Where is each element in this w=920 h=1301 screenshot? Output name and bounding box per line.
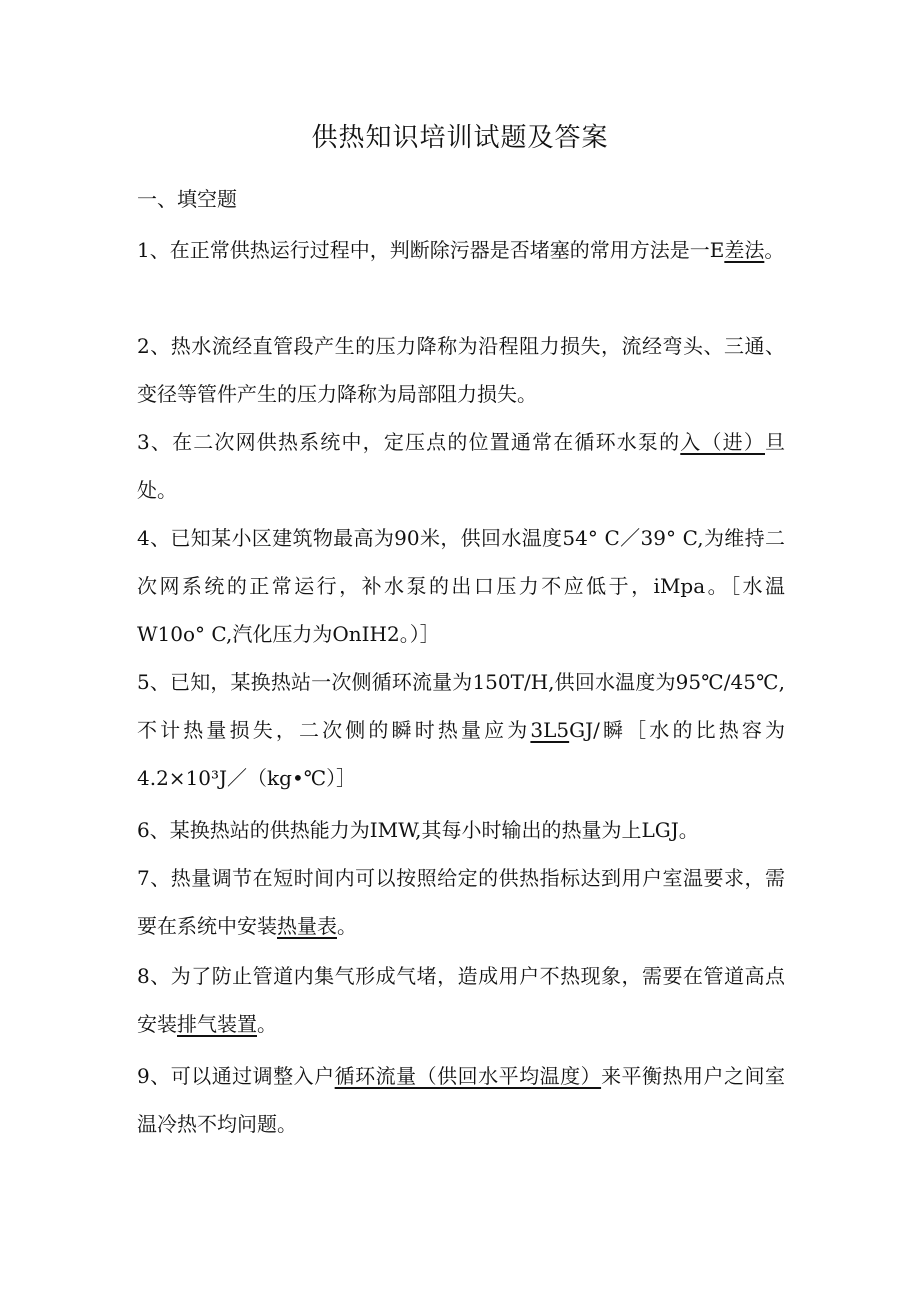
- question-8-answer: 排气装置: [177, 1012, 257, 1036]
- question-7-answer: 热量表: [277, 914, 337, 938]
- question-3-text: 3、在二次网供热系统中，定压点的位置通常在循环水泵的: [137, 430, 681, 454]
- question-8: [137, 952, 785, 1048]
- question-5-answer: 3L5: [530, 718, 570, 742]
- question-1-answer: 差法: [724, 238, 765, 262]
- question-8-text: 8、为了防止管道内集气形成气堵，造成用户不热现象，需要在管道高点安装: [137, 964, 785, 1036]
- question-1-text: 1、在正常供热运行过程中，判断除污器是否堵塞的常用方法是一E: [137, 238, 725, 262]
- question-8-tail: 。: [257, 1012, 277, 1036]
- question-5: [137, 658, 785, 802]
- question-9: [137, 1052, 785, 1148]
- question-1: [137, 226, 785, 274]
- document-title: 供热知识培训试题及答案: [311, 123, 609, 153]
- question-5-tail: GJ/瞬［水的比热容为4.2×10³J／（kg•℃）］: [137, 718, 786, 790]
- question-3-tail: 旦处。: [137, 430, 785, 502]
- question-9-answer: 循环流量（供回水平均温度）: [334, 1064, 602, 1088]
- question-4: 4、已知某小区建筑物最高为90米，供回水温度54° C／39° C,为维持二次网系统的正常运行，补水泵的出口压力不应低于，iMpa。［水温W10o° C,汽化压力为OnIH2。）］: [137, 526, 785, 646]
- question-3-answer: 入（进）: [680, 430, 765, 454]
- question-9-tail: 来平衡热用户之间室温冷热不均问题。: [137, 1064, 786, 1136]
- question-2: 2、热水流经直管段产生的压力降称为沿程阻力损失，流经弯头、三通、变径等管件产生的压力降称为局部阻力损失。: [137, 334, 785, 406]
- question-7-text: 7、热量调节在短时间内可以按照给定的供热指标达到用户室温要求，需要在系统中安装: [137, 866, 785, 938]
- question-9-text: 9、可以通过调整入户: [137, 1064, 335, 1088]
- question-6: 6、某换热站的供热能力为IMW,其每小时输出的热量为上LGJ。: [137, 818, 699, 842]
- question-1-tail: 。: [764, 238, 785, 262]
- section-heading: 一、填空题: [137, 187, 237, 211]
- question-7-tail: 。: [337, 914, 357, 938]
- question-7: [137, 854, 785, 950]
- question-5-text: 5、已知，某换热站一次侧循环流量为150T/H,供回水温度为95℃/45℃,不计热量损失，二次侧的瞬时热量应为: [137, 670, 785, 742]
- question-3: [137, 418, 785, 514]
